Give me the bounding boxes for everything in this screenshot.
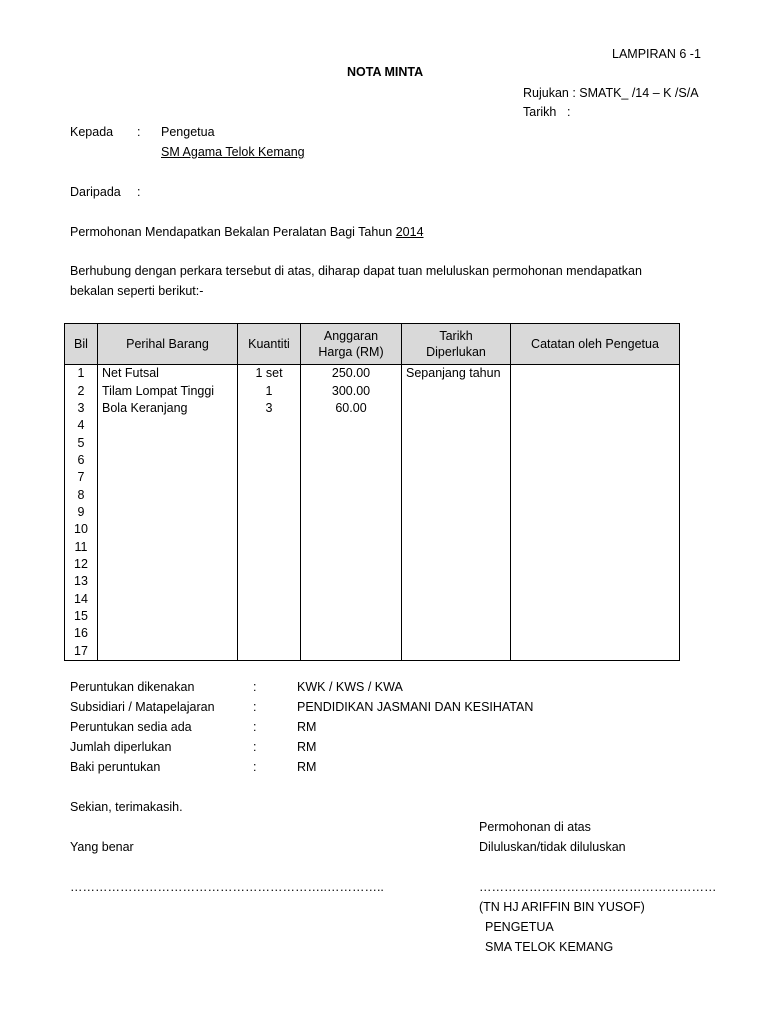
header-date-line-2: Diperlukan: [426, 345, 486, 359]
table-row: [65, 504, 680, 521]
cell-item: Bola Keranjang: [98, 400, 238, 417]
cell-bil: 14: [65, 590, 98, 607]
allocation-label: Baki peruntukan: [70, 760, 161, 774]
to-label: Kepada: [70, 125, 114, 139]
cell-price: [301, 434, 402, 451]
allocation-colon: :: [253, 700, 257, 714]
cell-bil: 7: [65, 469, 98, 486]
table-row: [65, 538, 680, 555]
cell-bil: 2: [65, 382, 98, 399]
cell-notes: [511, 434, 680, 451]
signatory-title: PENGETUA: [485, 920, 554, 934]
cell-date: [402, 643, 511, 661]
cell-date: [402, 521, 511, 538]
cell-item: [98, 608, 238, 625]
cell-price: [301, 573, 402, 590]
cell-price: [301, 538, 402, 555]
body-line-2: bekalan seperti berikut:-: [70, 284, 204, 298]
cell-qty: [238, 452, 301, 469]
attachment-number: LAMPIRAN 6 -1: [612, 47, 701, 61]
approval-line-2: Diluluskan/tidak diluluskan: [479, 840, 626, 854]
thanks-text: Sekian, terimakasih.: [70, 800, 183, 814]
allocation-value: RM: [297, 740, 317, 754]
cell-price: 60.00: [301, 400, 402, 417]
cell-price: [301, 417, 402, 434]
header-qty: Kuantiti: [238, 324, 301, 365]
allocation-colon: :: [253, 720, 257, 734]
cell-date: [402, 382, 511, 399]
cell-notes: [511, 469, 680, 486]
cell-price: [301, 452, 402, 469]
cell-bil: 5: [65, 434, 98, 451]
allocation-value: PENDIDIKAN JASMANI DAN KESIHATAN: [297, 700, 534, 714]
cell-qty: [238, 608, 301, 625]
cell-date: [402, 417, 511, 434]
cell-qty: 1 set: [238, 365, 301, 383]
cell-item: [98, 590, 238, 607]
cell-notes: [511, 573, 680, 590]
cell-item: [98, 521, 238, 538]
cell-notes: [511, 486, 680, 503]
body-line-1: Berhubung dengan perkara tersebut di atas, diharap dapat tuan meluluskan permohonan mendapatkan: [70, 264, 642, 278]
requisition-table: [64, 323, 680, 661]
table-row: [65, 608, 680, 625]
allocation-label: Subsidiari / Matapelajaran: [70, 700, 215, 714]
cell-item: [98, 452, 238, 469]
table-row: [65, 417, 680, 434]
header-price-line-1: Anggaran: [323, 329, 379, 343]
table-row: [65, 556, 680, 573]
cell-date: [402, 625, 511, 642]
cell-date: Sepanjang tahun: [402, 365, 511, 383]
header-item: Perihal Barang: [98, 324, 238, 365]
table-row: [65, 434, 680, 451]
cell-bil: 12: [65, 556, 98, 573]
cell-item: [98, 538, 238, 555]
table-row: [65, 486, 680, 503]
cell-date: [402, 469, 511, 486]
cell-item: [98, 573, 238, 590]
cell-qty: [238, 556, 301, 573]
cell-item: Net Futsal: [98, 365, 238, 383]
cell-notes: [511, 521, 680, 538]
cell-price: [301, 504, 402, 521]
cell-date: [402, 434, 511, 451]
cell-bil: 9: [65, 504, 98, 521]
cell-item: [98, 556, 238, 573]
cell-price: [301, 469, 402, 486]
table-row: [65, 469, 680, 486]
allocation-label: Jumlah diperlukan: [70, 740, 172, 754]
cell-item: [98, 434, 238, 451]
cell-item: [98, 469, 238, 486]
table-row: [65, 382, 680, 399]
allocation-label: Peruntukan dikenakan: [70, 680, 195, 694]
cell-item: Tilam Lompat Tinggi: [98, 382, 238, 399]
from-label: Daripada: [70, 185, 121, 199]
to-school: SM Agama Telok Kemang: [161, 145, 305, 159]
header-price-line-2: Harga (RM): [318, 345, 384, 359]
cell-notes: [511, 590, 680, 607]
cell-bil: 10: [65, 521, 98, 538]
cell-qty: [238, 469, 301, 486]
from-colon: :: [137, 185, 141, 199]
cell-price: [301, 643, 402, 661]
cell-date: [402, 590, 511, 607]
cell-item: [98, 417, 238, 434]
cell-qty: 3: [238, 400, 301, 417]
signatory-school: SMA TELOK KEMANG: [485, 940, 614, 954]
cell-notes: [511, 556, 680, 573]
to-name: Pengetua: [161, 125, 215, 139]
cell-notes: [511, 400, 680, 417]
allocation-label: Peruntukan sedia ada: [70, 720, 192, 734]
table-row: [65, 573, 680, 590]
cell-price: [301, 625, 402, 642]
subject-line: [70, 225, 424, 239]
cell-date: [402, 608, 511, 625]
header-price: [301, 324, 402, 365]
signature-line-right: …………………………………………………: [479, 880, 717, 894]
document-title: NOTA MINTA: [347, 65, 424, 79]
cell-bil: 15: [65, 608, 98, 625]
cell-price: [301, 521, 402, 538]
cell-qty: [238, 538, 301, 555]
header-date: [402, 324, 511, 365]
allocation-value: KWK / KWS / KWA: [297, 680, 403, 694]
cell-date: [402, 452, 511, 469]
header-bil: Bil: [65, 324, 98, 365]
cell-notes: [511, 538, 680, 555]
cell-date: [402, 556, 511, 573]
cell-qty: 1: [238, 382, 301, 399]
cell-price: [301, 590, 402, 607]
allocation-value: RM: [297, 760, 317, 774]
cell-item: [98, 486, 238, 503]
cell-qty: [238, 521, 301, 538]
cell-qty: [238, 643, 301, 661]
cell-qty: [238, 434, 301, 451]
cell-qty: [238, 590, 301, 607]
cell-bil: 1: [65, 365, 98, 383]
cell-notes: [511, 382, 680, 399]
cell-bil: 3: [65, 400, 98, 417]
header-notes: Catatan oleh Pengetua: [511, 324, 680, 365]
allocation-colon: :: [253, 740, 257, 754]
header-date-line-1: Tarikh: [439, 329, 473, 343]
cell-notes: [511, 643, 680, 661]
table-row: [65, 400, 680, 417]
cell-bil: 11: [65, 538, 98, 555]
date-colon: :: [567, 105, 571, 119]
table-row: [65, 643, 680, 661]
cell-qty: [238, 625, 301, 642]
cell-bil: 17: [65, 643, 98, 661]
cell-qty: [238, 417, 301, 434]
cell-date: [402, 538, 511, 555]
table-row: [65, 590, 680, 607]
cell-bil: 16: [65, 625, 98, 642]
table-row: [65, 625, 680, 642]
cell-price: [301, 608, 402, 625]
allocation-colon: :: [253, 680, 257, 694]
signatory-name: (TN HJ ARIFFIN BIN YUSOF): [479, 900, 645, 914]
cell-bil: 6: [65, 452, 98, 469]
cell-price: 250.00: [301, 365, 402, 383]
approval-line-1: Permohonan di atas: [479, 820, 591, 834]
sincerely-text: Yang benar: [70, 840, 134, 854]
cell-qty: [238, 486, 301, 503]
cell-date: [402, 573, 511, 590]
cell-date: [402, 400, 511, 417]
table-row: [65, 365, 680, 383]
cell-qty: [238, 504, 301, 521]
cell-item: [98, 625, 238, 642]
table-row: [65, 452, 680, 469]
to-colon: :: [137, 125, 141, 139]
cell-price: [301, 556, 402, 573]
table-header-row: [65, 324, 680, 365]
table-row: [65, 521, 680, 538]
cell-notes: [511, 625, 680, 642]
allocation-value: RM: [297, 720, 317, 734]
cell-date: [402, 486, 511, 503]
cell-qty: [238, 573, 301, 590]
cell-date: [402, 504, 511, 521]
cell-price: 300.00: [301, 382, 402, 399]
cell-item: [98, 504, 238, 521]
signature-line-left: ……………………………………………………..…………..: [70, 880, 384, 894]
cell-item: [98, 643, 238, 661]
cell-bil: 13: [65, 573, 98, 590]
subject-text: Permohonan Mendapatkan Bekalan Peralatan Bagi Tahun: [70, 225, 393, 239]
cell-notes: [511, 365, 680, 383]
cell-bil: 8: [65, 486, 98, 503]
cell-bil: 4: [65, 417, 98, 434]
subject-year: 2014: [395, 225, 424, 239]
cell-notes: [511, 504, 680, 521]
cell-notes: [511, 608, 680, 625]
date-label: Tarikh: [523, 105, 557, 119]
reference-number: Rujukan : SMATK_ /14 – K /S/A: [523, 86, 699, 100]
cell-notes: [511, 452, 680, 469]
cell-notes: [511, 417, 680, 434]
cell-price: [301, 486, 402, 503]
allocation-colon: :: [253, 760, 257, 774]
